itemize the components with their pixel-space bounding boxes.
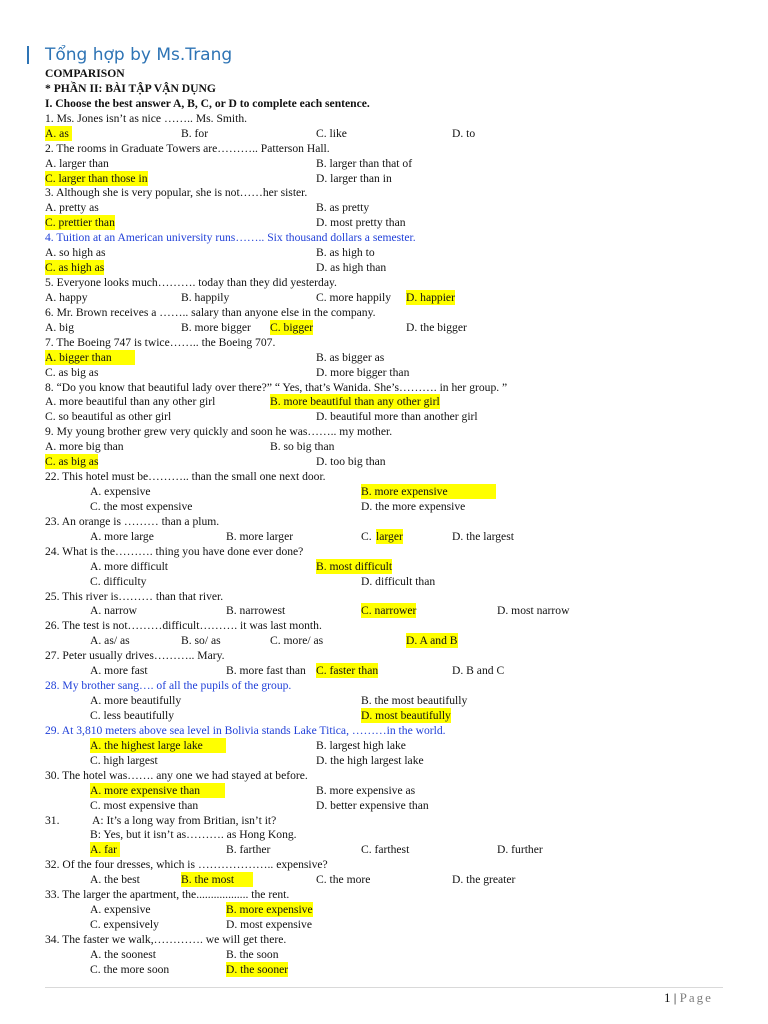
line-text: I. Choose the best answer A, B, C, or D to complete each sentence. bbox=[45, 96, 370, 110]
line-text: A. expensive bbox=[90, 485, 151, 499]
line-text: * PHẦN II: BÀI TẬP VẬN DỤNG bbox=[45, 81, 216, 95]
line-text: C. farthest bbox=[361, 843, 410, 857]
line-text: B. for bbox=[181, 126, 209, 140]
highlighted-answer: B. the most bbox=[181, 872, 253, 887]
line-text: A. pretty as bbox=[45, 201, 99, 215]
footer-separator: | bbox=[670, 990, 680, 1005]
line-text: B. as high to bbox=[316, 246, 375, 260]
highlighted-answer: C. bigger bbox=[270, 320, 314, 334]
highlighted-answer: A. far bbox=[90, 842, 120, 857]
highlighted-answer: D. the sooner bbox=[226, 962, 289, 976]
line-text: C. as big as bbox=[45, 365, 99, 379]
line-text: A. big bbox=[45, 320, 74, 334]
line-text: 6. Mr. Brown receives a …….. salary than anyone else in the company. bbox=[45, 305, 376, 319]
line-text: 32. Of the four dresses, which is ……………….. expensive? bbox=[45, 858, 328, 872]
line-text: D. to bbox=[452, 126, 476, 140]
highlighted-answer: C. narrower bbox=[361, 604, 417, 618]
line-text: B. more expensive as bbox=[316, 783, 416, 797]
line-text: D. further bbox=[497, 843, 543, 857]
line-text: B. larger than that of bbox=[316, 156, 413, 170]
footer-page-word: Page bbox=[679, 990, 713, 1005]
line-text: C. more happily bbox=[316, 290, 392, 304]
line-text: 9. My young brother grew very quickly and soon he was…….. my mother. bbox=[45, 425, 393, 439]
line-text: 22. This hotel must be……….. than the small one next door. bbox=[45, 470, 326, 484]
line-text: D. larger than in bbox=[316, 171, 392, 185]
line-text: C. high largest bbox=[90, 753, 158, 767]
highlighted-answer: D. A and B bbox=[406, 634, 458, 648]
line-text: A. narrow bbox=[90, 604, 138, 618]
highlighted-answer: A. the highest large lake bbox=[90, 738, 226, 753]
line-text: A. more beautiful than any other girl bbox=[45, 395, 216, 409]
line-text: 8. “Do you know that beautiful lady over there?” “ Yes, that’s Wanida. She’s………. in her group. ” bbox=[45, 380, 508, 394]
highlighted-answer: A. bigger than bbox=[45, 350, 135, 365]
line-text: B. largest high lake bbox=[316, 738, 406, 752]
line-text: 28. My brother sang…. of all the pupils of the group. bbox=[45, 679, 292, 693]
line-text: B: Yes, but it isn’t as………. as Hong Kong. bbox=[90, 828, 297, 842]
line-text: D. most narrow bbox=[497, 604, 570, 618]
line-text: A. the soonest bbox=[90, 947, 157, 961]
line-text: D. the high largest lake bbox=[316, 753, 424, 767]
highlighted-answer: B. more expensive bbox=[226, 903, 313, 917]
line-text: D. more bigger than bbox=[316, 365, 410, 379]
line-text: A: It’s a long way from Britian, isn’t it? bbox=[92, 813, 277, 827]
line-text: D. most expensive bbox=[226, 918, 312, 931]
line-text: C. bbox=[361, 529, 372, 543]
line-text: C. difficulty bbox=[90, 574, 147, 588]
line-text: B. more fast than bbox=[226, 664, 306, 678]
line-text: D. the largest bbox=[452, 529, 514, 543]
line-text: C. expensively bbox=[90, 918, 159, 931]
highlighted-answer: A. more expensive than bbox=[90, 783, 225, 798]
line-text: 33. The larger the apartment, the.................. the rent. bbox=[45, 888, 290, 902]
highlighted-answer: B. more expensive bbox=[361, 484, 496, 499]
line-text: 26. The test is not………difficult………. it was last month. bbox=[45, 619, 322, 633]
highlighted-answer: C. larger than those in bbox=[45, 171, 148, 185]
line-text: D. B and C bbox=[452, 664, 505, 678]
footer-rule bbox=[45, 987, 723, 988]
line-text: 29. At 3,810 meters above sea level in Bolivia stands Lake Titica, ………in the world. bbox=[45, 723, 446, 737]
line-text: COMPARISON bbox=[45, 67, 125, 80]
line-text: A. as/ as bbox=[90, 634, 130, 648]
line-text: 5. Everyone looks much………. today than they did yesterday. bbox=[45, 276, 337, 290]
line-text: 24. What is the………. thing you have done ever done? bbox=[45, 544, 304, 558]
line-text: D. too big than bbox=[316, 455, 386, 469]
line-text: D. the bigger bbox=[406, 320, 467, 334]
line-text: 4. Tuition at an American university runs…….. Six thousand dollars a semester. bbox=[45, 231, 416, 245]
line-text: 34. The faster we walk,…………. we will get there. bbox=[45, 932, 287, 946]
line-text: B. narrowest bbox=[226, 604, 286, 618]
line-text: 31. bbox=[45, 813, 60, 827]
line-text: D. most pretty than bbox=[316, 216, 406, 230]
highlighted-answer: larger bbox=[376, 529, 403, 543]
line-text: D. difficult than bbox=[361, 574, 436, 588]
highlighted-answer: B. most difficult bbox=[316, 559, 393, 573]
line-text: A. more fast bbox=[90, 664, 148, 678]
line-text: A. so high as bbox=[45, 246, 106, 260]
line-text: C. so beautiful as other girl bbox=[45, 410, 172, 424]
line-text: C. most expensive than bbox=[90, 798, 199, 812]
highlighted-answer: C. faster than bbox=[316, 664, 379, 678]
highlighted-answer: C. as big as bbox=[45, 455, 99, 469]
header-accent-bar bbox=[27, 46, 29, 64]
line-text: 27. Peter usually drives……….. Mary. bbox=[45, 649, 225, 663]
line-text: 7. The Boeing 747 is twice…….. the Boeing 707. bbox=[45, 335, 276, 349]
line-text: D. the more expensive bbox=[361, 499, 466, 513]
line-text: C. the most expensive bbox=[90, 499, 193, 513]
page-number: 1 bbox=[664, 990, 671, 1005]
line-text: B. the most beautifully bbox=[361, 694, 468, 708]
line-text: A. more beautifully bbox=[90, 694, 182, 708]
highlighted-answer: B. more beautiful than any other girl bbox=[270, 395, 440, 409]
line-text: B. as pretty bbox=[316, 201, 370, 215]
page-footer bbox=[664, 990, 713, 1006]
line-text: D. as high than bbox=[316, 261, 387, 275]
line-text: A. larger than bbox=[45, 156, 109, 170]
highlighted-answer: D. most beautifully bbox=[361, 708, 451, 722]
highlighted-answer: C. as high as bbox=[45, 261, 105, 275]
highlighted-answer: A. as bbox=[45, 126, 72, 141]
highlighted-answer: C. prettier than bbox=[45, 216, 115, 230]
line-text: B. farther bbox=[226, 843, 271, 857]
line-text: C. like bbox=[316, 126, 347, 140]
line-text: A. expensive bbox=[90, 903, 151, 917]
line-text: A. more big than bbox=[45, 440, 124, 454]
line-text: C. more/ as bbox=[270, 634, 324, 648]
line-text: 23. An orange is ……… than a plum. bbox=[45, 514, 220, 528]
line-text: A. happy bbox=[45, 290, 88, 304]
line-text: D. the greater bbox=[452, 873, 516, 887]
line-text: D. beautiful more than another girl bbox=[316, 410, 478, 424]
line-text: A. more large bbox=[90, 529, 154, 543]
line-text: C. the more bbox=[316, 873, 371, 887]
line-text: A. the best bbox=[90, 873, 140, 887]
line-text: B. as bigger as bbox=[316, 350, 385, 364]
line-text: 30. The hotel was……. any one we had stayed at before. bbox=[45, 768, 308, 782]
line-text: B. happily bbox=[181, 290, 230, 304]
line-text: 3. Although she is very popular, she is not……her sister. bbox=[45, 186, 308, 200]
line-text: B. more larger bbox=[226, 529, 294, 543]
line-text: D. better expensive than bbox=[316, 798, 429, 812]
line-text: 1. Ms. Jones isn’t as nice …….. Ms. Smith. bbox=[45, 111, 248, 125]
highlighted-answer: D. happier bbox=[406, 290, 455, 304]
line-text: C. the more soon bbox=[90, 962, 170, 976]
page-header: Tổng hợp by Ms.Trang bbox=[45, 45, 233, 65]
line-text: C. less beautifully bbox=[90, 708, 175, 722]
line-text: A. more difficult bbox=[90, 559, 169, 573]
line-text: 2. The rooms in Graduate Towers are……….. Patterson Hall. bbox=[45, 141, 330, 155]
line-text: B. the soon bbox=[226, 947, 279, 961]
line-text: B. so/ as bbox=[181, 634, 221, 648]
line-text: B. so big than bbox=[270, 440, 335, 454]
line-text: 25. This river is……… than that river. bbox=[45, 589, 224, 603]
line-text: B. more bigger bbox=[181, 320, 251, 334]
